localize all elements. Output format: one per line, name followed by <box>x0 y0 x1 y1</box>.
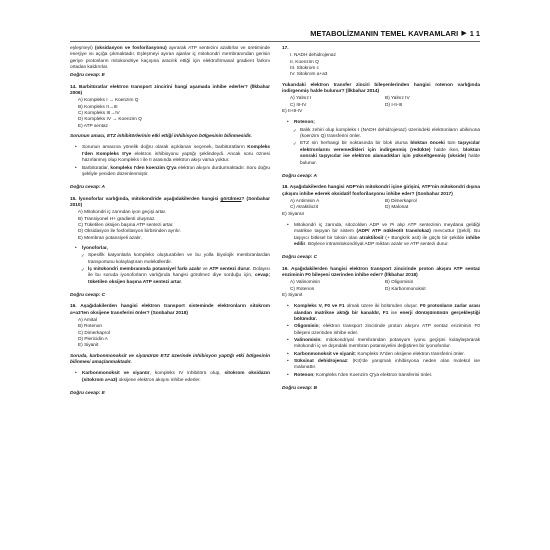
question-19-bullet-6 <box>282 373 480 379</box>
text-segment: Valinomisin <box>294 338 321 344</box>
text-segment: : (KII)'de yarışmalı inhibisyona neden olan molekül ise malonattır. <box>294 359 480 371</box>
question-17-bullet: • Rotenon; <box>282 120 480 126</box>
question-15-check-2 <box>70 267 270 286</box>
option-item: I. NADH dehidrojenaz <box>290 53 336 59</box>
text-segment: . <box>181 279 183 285</box>
text-segment: inhibe edilir <box>294 235 480 247</box>
text-segment: (ADP/ ATP nükleotit translokaz) <box>356 229 431 235</box>
question-18-option-e: E) Siyanür <box>282 211 305 217</box>
question-17-check-1: ✓ Balık zehiri olup kompleks I (NADH dehidrojenaz) üzerindeki elektronların ubikinona (koenzim Q) transferini önler. <box>282 128 480 141</box>
option-item: A) Amital <box>78 318 98 324</box>
question-15-check-1: ✓ Spesifik katyonlarla kompleks oluşturabilen ve bu yolla biyolojik membranlardan transportunu kolaylaştıran moleküllerdir. <box>70 253 270 266</box>
question-19 <box>282 267 480 280</box>
text-segment: atraktilosit <box>359 235 384 241</box>
header-page-number: 1 1 <box>469 28 480 38</box>
text-segment: (+ Bongkrik asit) ile güçlü bir şekilde <box>383 235 466 241</box>
text-segment: bloktan sonraki taşıyıcılar ise elektron alamadıkları için yükseltgenmiş (okside) <box>300 147 480 160</box>
text-segment: taşıyıcılar elektronlarını veremedikleri için indirgenmiş (redükte) <box>300 141 480 153</box>
text-segment: . Böylece intramitokondriyal ADP miktarı azalır ve ATP sentezi durur. <box>305 241 449 247</box>
question-14: 14. Barbitüratlar elektron transport zincirini hangi aşamada inhibe ederler? (İlkbahar 2006) <box>70 84 270 97</box>
question-19-option-e: E) Siyanit <box>282 293 303 298</box>
text-segment: ; Kompleks IV'den oksijene elektron transferini önler. <box>354 351 465 357</box>
option-item: B) Transiyonel H+ gradienti oluşmaz. <box>78 216 156 222</box>
option-item: E) ATP sentaz <box>78 123 108 129</box>
option-item: B) Rotenon <box>78 324 103 330</box>
text-segment: F0 protonların zarlar arası alandan matrikse aktığı bir kanaldır, F1 <box>294 304 480 316</box>
text-segment: . Dolayısı ile bu soruda iyonoforların varlığında hangisi görülmez diye sorduğu için, <box>88 266 270 279</box>
question-19-bullet-3 <box>282 338 480 351</box>
option-item: D) Kompleks IV → Koenzim Q <box>78 117 142 123</box>
option-item: B) Yalnız IV <box>385 96 410 102</box>
option-item: D) Malonat <box>385 205 409 211</box>
text-segment: ; elektron transport zincirinde proton akışını ATP sentaz enziminin F0 bileşeni üzerinden inhibe eder. <box>294 324 480 336</box>
option-item: E) Membran potansiyeli azalır. <box>78 235 142 241</box>
text-segment: elektron inhibisyonu yaptığı şeklindeydi. Ancak soru öznesi hazırlanmış olup Kompleks I ile II arasında elektron akışı varsa yoktur. <box>82 151 270 164</box>
text-segment: Sorunun amacına yönelik doğru olarak açıklanan seçenek, barbitüratların <box>82 145 248 151</box>
text-segment: bloktan önceki <box>410 141 445 147</box>
option-item: D) Karbonmonoksit <box>385 286 426 292</box>
question-15 <box>70 197 270 210</box>
option-item: E) Siyanit <box>78 343 99 349</box>
question-19-options <box>282 280 480 293</box>
question-19-bullet-2 <box>282 324 480 337</box>
question-14-bullet-2 <box>70 166 270 179</box>
text-segment: halde bulunur. <box>300 154 480 166</box>
answer-19: Doğru cevap: B <box>282 386 318 392</box>
text-segment: (İlkbahar 2018) <box>383 272 418 278</box>
question-16-bullet <box>70 371 270 384</box>
option-item: IV. Sitokrom a+a3 <box>290 72 328 78</box>
text-segment: (Sonbahar 2010) <box>70 196 271 208</box>
option-item: A) Kompleks I → Koenzim Q <box>78 98 139 104</box>
option-item: II. Koenzim Q <box>290 59 319 65</box>
question-18-options <box>282 199 480 212</box>
option-item: C) Tüketilen oksijen başına ATP sentezi artar. <box>78 222 174 228</box>
option-item: B) Oligomisin <box>385 280 414 286</box>
question-17-check-2 <box>282 141 480 166</box>
text-segment: 15. İyonoforlar varlığında, mitokondride aşağıdakilerden hangisi <box>70 196 221 202</box>
question-17-items <box>282 53 480 78</box>
question-18-bullet <box>282 223 480 248</box>
text-segment: oksijene elektron akışını inhibe ederler. <box>117 377 201 383</box>
text-segment: tüm <box>444 141 459 147</box>
question-17-stem: Yukarıdaki elektron transfer zinciri bileşenlerinden hangisi rotenon varlığında indirgenmiş halde bulunur? (İlkbahar 2014) <box>282 82 480 95</box>
question-16-options <box>70 318 270 350</box>
text-segment: Karbonmonoksit ve siyanür <box>82 371 150 377</box>
text-segment: ise <box>391 310 400 316</box>
question-17-number: 17. <box>282 46 289 51</box>
header-rule <box>70 41 480 42</box>
question-15-bullet: • İyonoforlar, <box>70 246 270 252</box>
question-19-bullet-1 <box>282 304 480 323</box>
option-item: III. Sitokrom c <box>290 66 320 72</box>
option-item: D) Oksidasyon ile fosforilasyon birbirinden ayrılır. <box>78 229 181 235</box>
text-segment: eşleşmeyi) <box>70 46 95 51</box>
text-segment: ? <box>241 196 245 202</box>
text-segment: Barbitüratlar, <box>82 165 111 171</box>
question-14-bullet-1 <box>70 145 270 164</box>
text-segment: ; mitokondriyal membrandan potasyum iyonu geçişini kolaylaştırarak mitokondri iç ve dışındaki membran potansiyelini değiştiren bir iyonofordur. <box>294 338 480 350</box>
option-item: A) Antimisin A <box>290 198 320 204</box>
text-segment: Süksinat dehidrojenaz <box>294 359 348 365</box>
answer-18: Doğru cevap: C <box>282 255 318 261</box>
question-16: 16. Aşağıdakilerden hangisi elektron transport sisteminde elektronların sitokrom a+a3'ten oksijene transferini önler? (Sonbahar 2018) <box>70 304 270 316</box>
header-title: METABOLİZMANIN TEMEL KAVRAMLARI <box>310 28 459 38</box>
answer-13: Doğru cevap: E <box>70 73 105 79</box>
answer-14: Doğru cevap: A <box>70 185 105 191</box>
text-segment: Kompleks V, F0 ve F1 <box>294 304 347 310</box>
text-segment: mevcuttur (Şekil). Bu taşıyıcı bitkisel bir toksin olan <box>294 229 480 241</box>
question-18: 18. Aşağıdakilerden hangisi ADP'nin mitokondri içine girişini, ATP'nin mitokondri dışına çıkışını inhibe ederek oksidatif fosforilasyonu inhibe eder? (Sonbahar 2017) <box>282 185 480 197</box>
text-segment: ve <box>201 266 210 272</box>
question-19-bullet-5 <box>282 359 480 372</box>
text-segment: kompleks I'den koenzim Q'ya <box>110 165 177 171</box>
text-segment: ETZ nin herhangi bir noktasında bir blok olursa <box>300 141 411 147</box>
option-item: A) Yalnız I <box>290 96 312 102</box>
text-segment: Oligomisin <box>294 324 319 330</box>
text-segment: İç mitokondri membranında potansiyel farkı azalır <box>88 266 202 272</box>
text-segment: 19. Aşağıdakilerden hangisi elektron transport zincirinde proton akışını ATP sentaz enziminin F0 bileşeni üzerinden inhibe eder? <box>282 266 480 278</box>
text-segment: Mitokondri iç zarında, sitozolden ADP ve Pi alıp ATP sentezinin meydana geldiği matrikse taşıyan bir sistem <box>294 222 480 235</box>
text-segment: elektron akışını durdurmaktadır. Soru doğru şekliyle yeniden düzenlenmiştir. <box>82 165 270 177</box>
text-segment: enerji dönüşümünün gerçekleştiği bölümdür. <box>294 310 480 323</box>
question-14-hint: Sorunun amacı, ETZ inhibitörlerinin etki ettiği inhibisyon bölgesinin bilinmesidir. <box>70 134 252 140</box>
answer-17: Doğru cevap: A <box>282 173 317 179</box>
right-column <box>282 46 480 393</box>
text-segment: Karbonmonoksit ve siyanit <box>294 351 355 357</box>
left-column <box>70 46 270 398</box>
question-16-hint: Soruda, karbonmonoksit ve siyanürün ETZ üzerinde inhibisyon yaptığı etki bölgesinin bilinmesi amaçlanmaktadır. <box>70 353 270 366</box>
text-segment: görülmez <box>220 196 242 202</box>
option-item: C) Atraktilozit <box>290 205 318 211</box>
text-segment: ATP sentezi durur <box>209 266 250 272</box>
option-item: B) Kompleks II→III <box>78 104 118 110</box>
question-17-options <box>282 96 480 109</box>
question-14-options <box>70 98 270 130</box>
option-item: C) Rotenon <box>290 286 315 292</box>
text-segment: ; Kompleks I'den Koenzim Q'ya elektron transferini önler. <box>313 372 433 378</box>
text-segment: halde iken, <box>430 147 464 153</box>
text-segment: Rotenon <box>294 372 314 378</box>
option-item: D) I-II-III <box>385 102 403 108</box>
option-item: B) Dimerkaprol <box>385 198 417 204</box>
text-segment: , kompleks IV inhibitörü olup, <box>149 371 225 377</box>
question-15-options <box>70 210 270 242</box>
running-header <box>310 26 480 40</box>
text-segment: Kompleks I'den Kompleks II'ye <box>82 145 270 157</box>
text-segment: ayırarak ATP sentezini azaltırlar ve üretiminde enerjiye ısı açığa çıkmaktadır. Eşleşmeyi ayıran ajanlar iç mitokondri membranından gerisin geriye protonların mitokondriye kaçışına aracılık ettiği için elektrofirmasal gradient farkını ortadan kaldırırlar. <box>70 46 270 71</box>
text-segment: (oksidasyon ve fosforilasyonu) <box>94 46 167 51</box>
intro-paragraph <box>70 46 270 71</box>
text-segment: olmak üzere iki bölümden oluşur. <box>346 304 420 310</box>
text-segment: cevap; tüketilen oksijen başına ATP sentezi artar <box>88 273 270 285</box>
question-19-bullet-4 <box>282 352 480 358</box>
answer-15: Doğru cevap: C <box>70 293 106 298</box>
text-segment: sitokrom oksidazın (sitokrom a+a3) <box>82 371 271 383</box>
option-item: C) III-IV <box>290 102 307 108</box>
option-item: A) Valinomisin <box>290 280 321 286</box>
option-item: D) Piericidin A <box>78 337 108 343</box>
option-item: C) Kompleks III→IV <box>78 111 120 117</box>
answer-16: Doğru cevap: E <box>70 391 105 397</box>
option-item: A) Mitokondri iç zarından iyon geçişi artar. <box>78 210 167 216</box>
option-item: C) Dimerkaprol <box>78 330 110 336</box>
header-arrow-icon: ▶ <box>461 30 467 37</box>
question-17-option-e: E) II-III-IV <box>282 109 303 115</box>
